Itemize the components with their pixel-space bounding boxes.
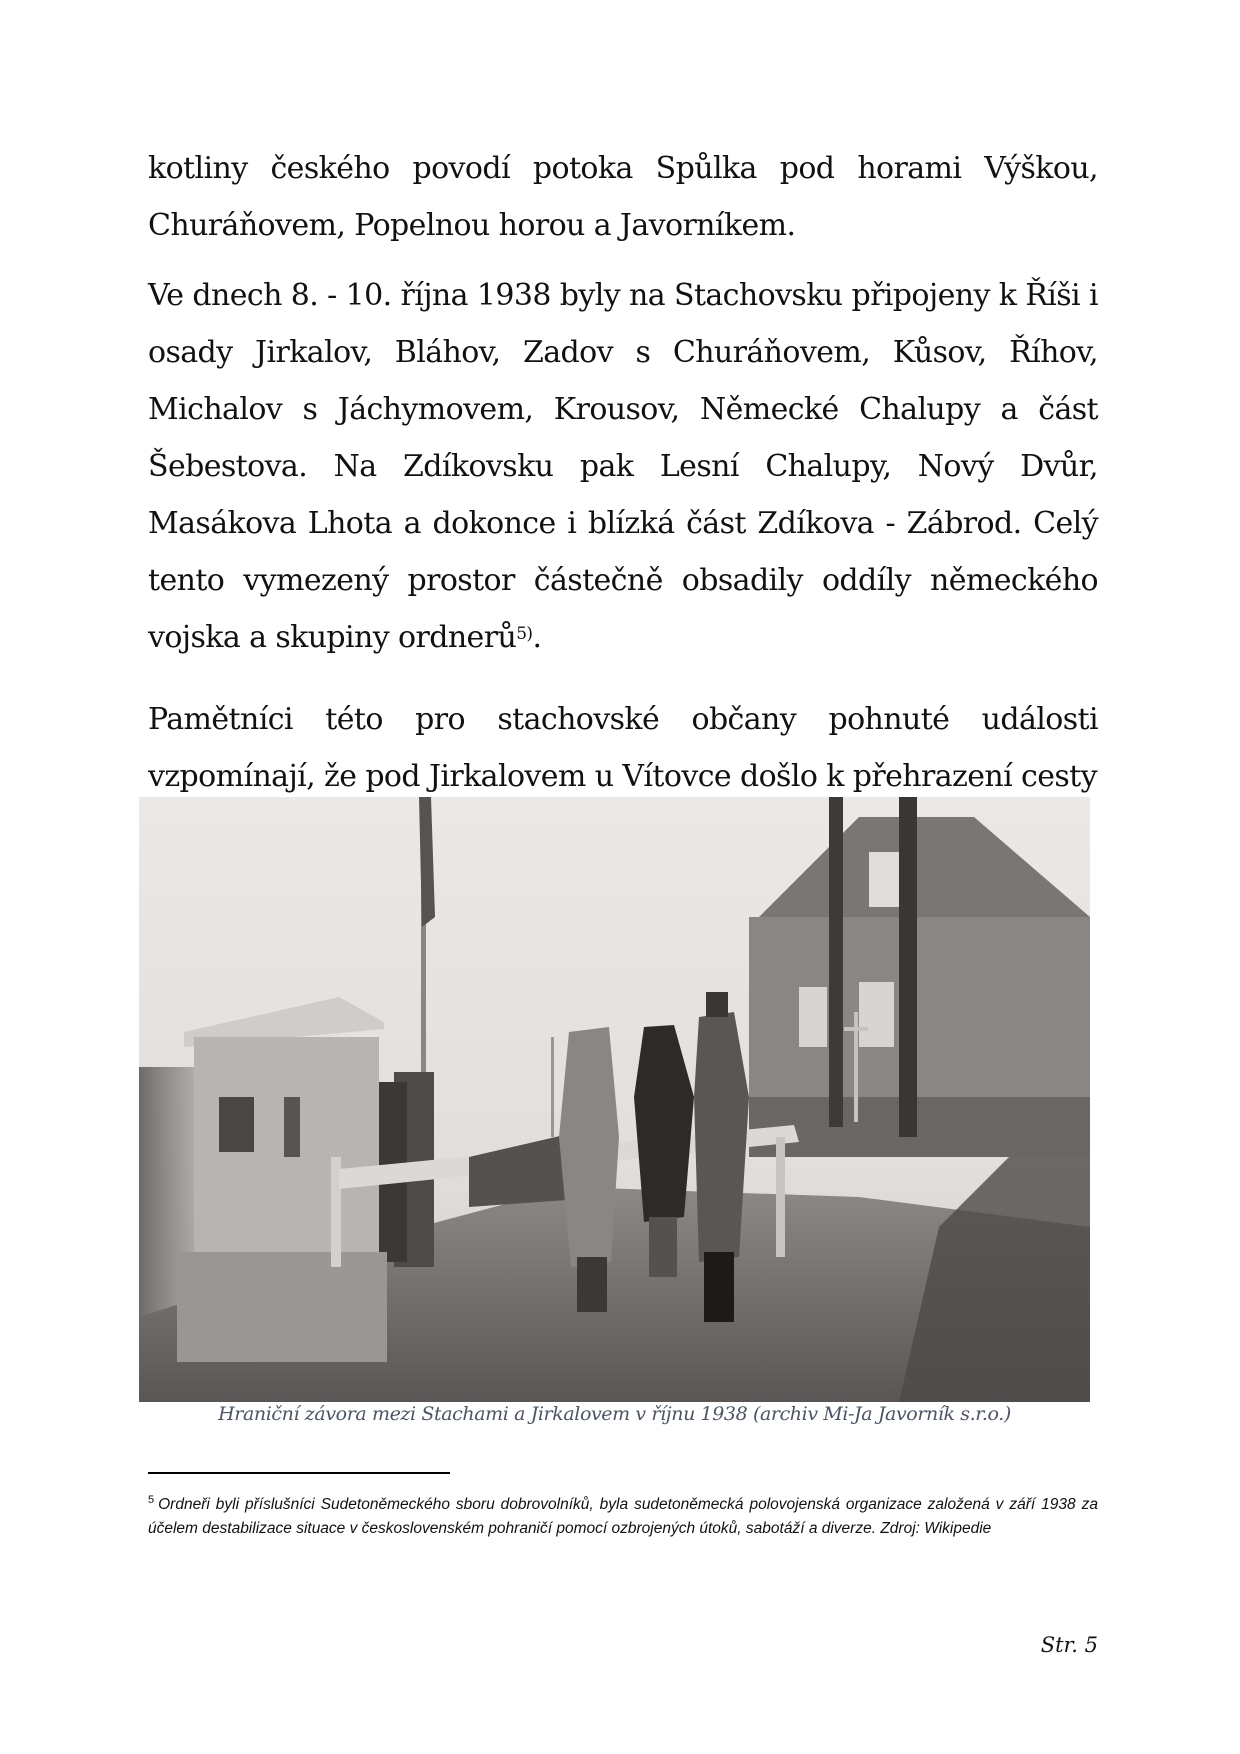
tree-trunk xyxy=(899,797,917,1137)
paragraph-text: Ve dnech 8. - 10. října 1938 byly na Stachovsku připojeny k Říši i osady Jirkalov, Bláhov, Zadov s Churáňovem, Kůsov, Říhov, Michalov s Jáchymovem, Krousov, Německé Chalupy a část Šebestova. Na Zdíkovsku pak Lesní Chalupy, Nový Dvůr, Masákova Lhota a dokonce i blízká část Zdíkova - Zábrod. Celý tento vymezený prostor částečně obsadily oddíly německého vojska a skupiny ordnerů xyxy=(148,278,1098,655)
paragraph xyxy=(148,140,1098,254)
barrier-rest-post xyxy=(776,1137,785,1257)
man-in-coat-left xyxy=(559,1027,619,1267)
paragraph-text: Pamětníci této pro stachovské občany pohnuté události vzpomínají, že pod Jirkalovem u Vítovce došlo k přehrazení cesty xyxy=(148,702,1098,794)
footnote-separator xyxy=(148,1472,450,1474)
photo-caption: Hraniční závora mezi Stachami a Jirkalovem v říjnu 1938 (archiv Mi-Ja Javorník s.r.o.) xyxy=(218,1403,1011,1425)
house-fence xyxy=(749,1097,1090,1157)
paragraph-text: kotliny českého povodí potoka Spůlka pod horami Výškou, Churáňovem, Popelnou horou a Javorníkem. xyxy=(148,151,1098,243)
house-window xyxy=(859,982,894,1047)
house-window xyxy=(799,987,827,1047)
footnote xyxy=(148,1493,1098,1541)
paragraph xyxy=(148,691,1098,805)
man-right-hat xyxy=(706,992,728,1017)
paragraph-end: . xyxy=(532,620,542,655)
tree-trunk xyxy=(829,797,843,1127)
man-left-legs xyxy=(577,1257,607,1312)
distant-pole xyxy=(551,1037,554,1137)
guard-hut-window xyxy=(219,1097,254,1152)
footnote-text: Ordneři byli příslušníci Sudetoněmeckého sboru dobrovolníků, byla sudetoněmecká polovojenská organizace založená v září 1938 za účelem destabilizace situace v československém pohraničí pomocí ozbrojených útoků, sabotáží a diverze. Zdroj: Wikipedie xyxy=(148,1496,1098,1537)
paragraph-text-with-footnote xyxy=(148,267,1098,666)
hut-base-fence xyxy=(177,1252,387,1362)
house-window-top xyxy=(869,852,899,907)
historical-photo-border-barrier xyxy=(139,797,1090,1402)
footnote-reference[interactable]: 5) xyxy=(516,624,533,644)
footnote-number: 5 xyxy=(148,1494,155,1506)
wayside-cross-bar xyxy=(844,1027,868,1031)
guard-hut-window xyxy=(284,1097,300,1157)
paragraph xyxy=(148,267,1098,666)
soldier-center-legs xyxy=(649,1217,677,1277)
man-right-legs xyxy=(704,1252,734,1322)
page-number: Str. 5 xyxy=(1040,1633,1098,1657)
